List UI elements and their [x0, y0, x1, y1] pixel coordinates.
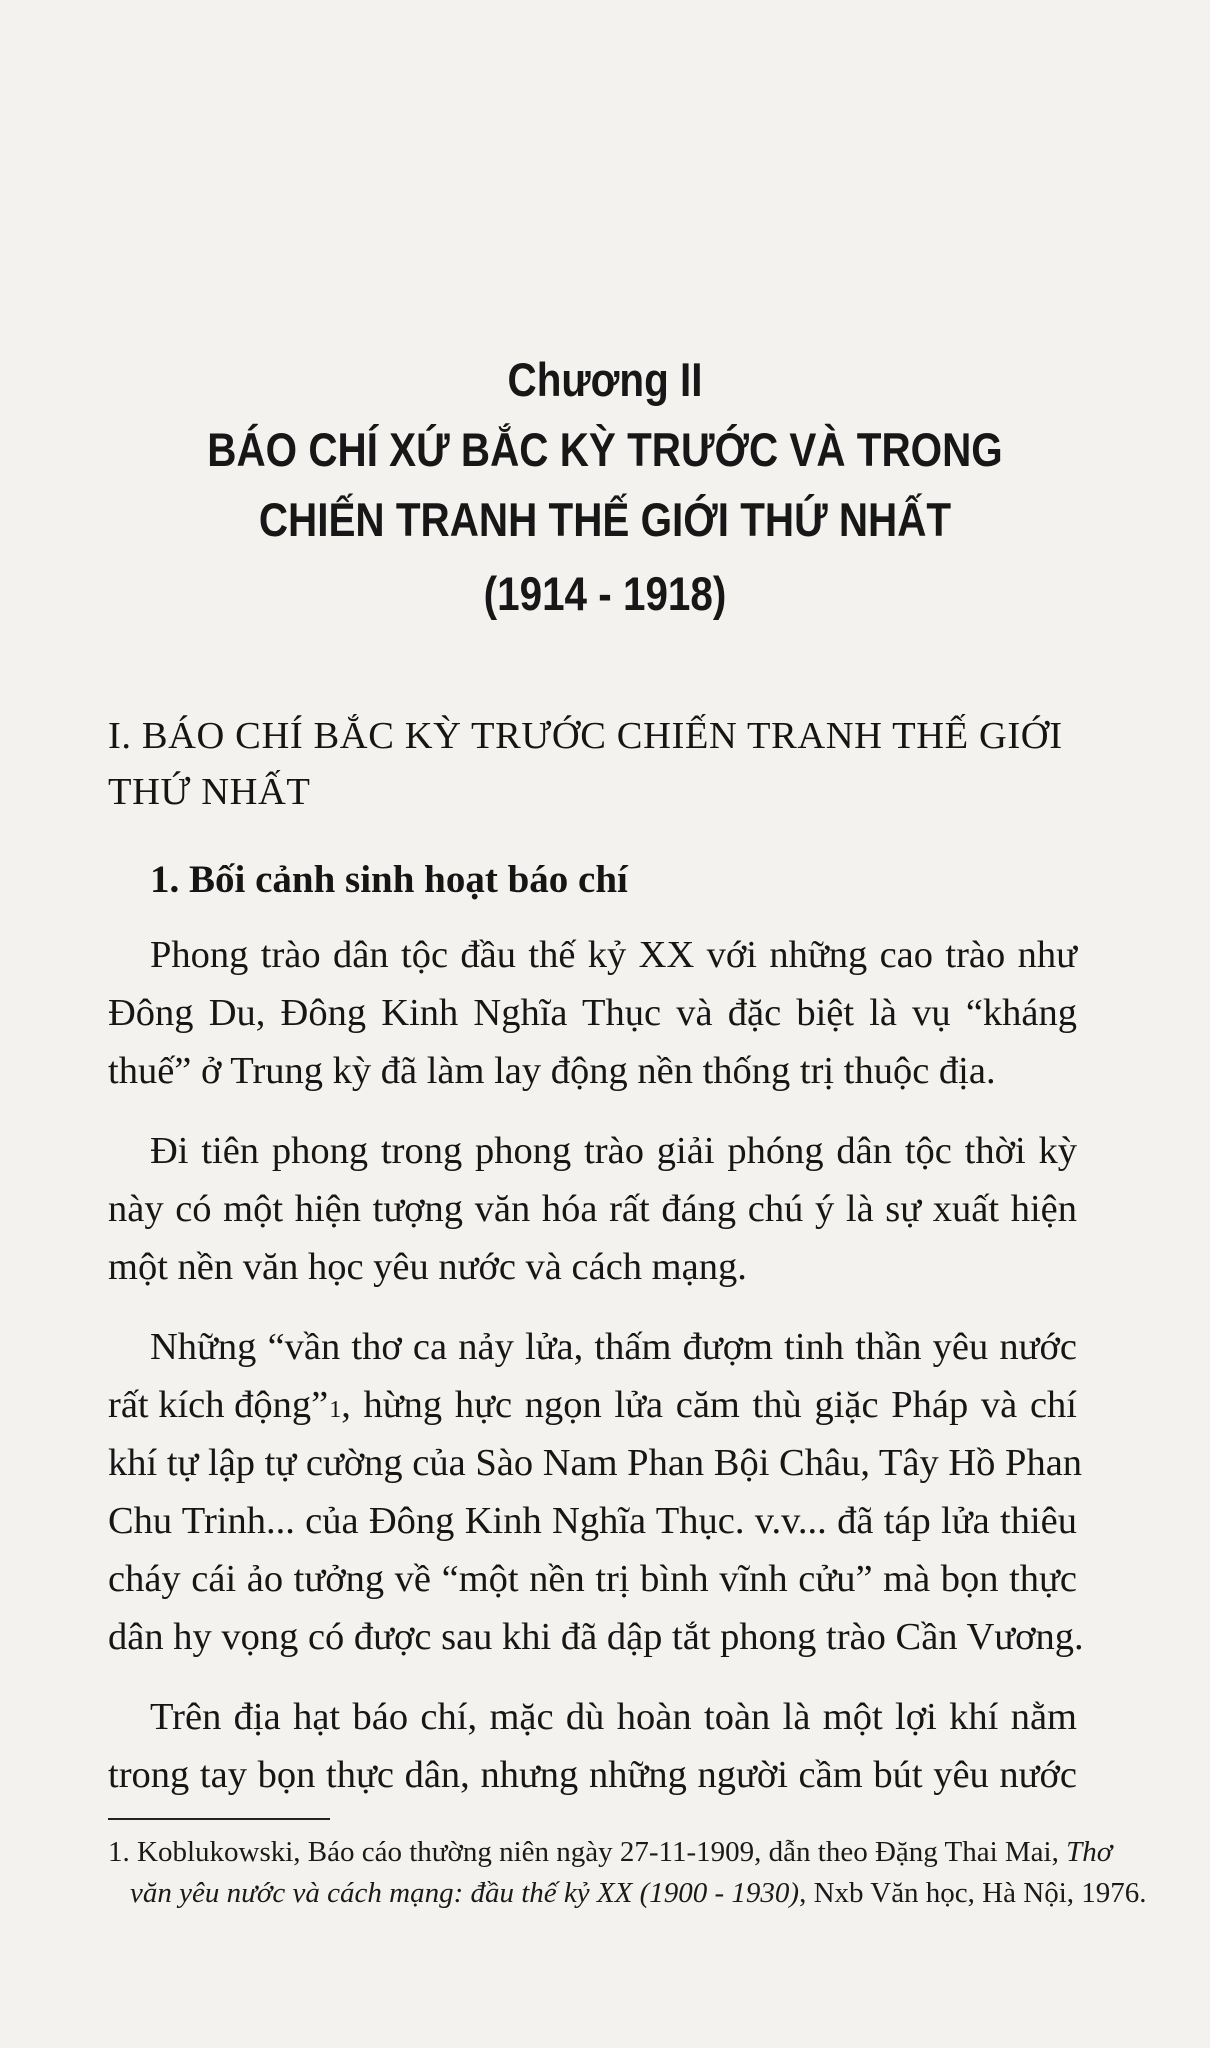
footnote-text: , Nxb Văn học, Hà Nội, 1976.	[799, 1877, 1147, 1909]
footnote-line-1	[108, 1832, 1113, 1872]
footnote-marker: 1.	[108, 1836, 137, 1868]
chapter-label: Chương II	[507, 353, 703, 406]
subsection-heading: 1. Bối cảnh sinh hoạt báo chí	[150, 858, 628, 901]
footnote-italic-title: văn yêu nước và cách mạng: đầu thế kỷ XX (1900 - 1930)	[130, 1877, 800, 1909]
paragraph-line: cháy cái ảo tưởng về “một nền trị bình vĩnh cửu” mà bọn thực	[108, 1558, 1077, 1600]
paragraph-line: Trên địa hạt báo chí, mặc dù hoàn toàn là một lợi khí nằm	[150, 1696, 1077, 1738]
paragraph-line: khí tự lập tự cường của Sào Nam Phan Bội Châu, Tây Hồ Phan	[108, 1442, 1083, 1484]
footnote-line-2	[130, 1873, 1147, 1913]
section-heading: I. BÁO CHÍ BẮC KỲ TRƯỚC CHIẾN TRANH THẾ GIỚI THỨ NHẤT	[108, 715, 1063, 813]
chapter-title-line-2: CHIẾN TRANH THẾ GIỚI THỨ NHẤT	[258, 493, 952, 546]
paragraph-line: một nền văn học yêu nước và cách mạng.	[108, 1246, 747, 1288]
paragraph-text: , hừng hực ngọn lửa căm thù giặc Pháp và chí	[341, 1384, 1077, 1426]
paragraph-line: Đông Du, Đông Kinh Nghĩa Thục và đặc biệt là vụ “kháng	[108, 992, 1077, 1034]
footnote-text: Koblukowski, Báo cáo thường niên ngày 27-11-1909, dẫn theo Đặng Thai Mai,	[137, 1836, 1067, 1868]
paragraph-line: Đi tiên phong trong phong trào giải phóng dân tộc thời kỳ	[150, 1130, 1077, 1172]
paragraph-text: rất kích động”	[108, 1384, 329, 1426]
footnote-italic-title: Thơ	[1066, 1836, 1113, 1868]
paragraph-line: Phong trào dân tộc đầu thế kỷ XX với những cao trào như	[150, 934, 1077, 976]
paragraph-line: này có một hiện tượng văn hóa rất đáng chú ý là sự xuất hiện	[108, 1188, 1077, 1230]
paragraph-line: dân hy vọng có được sau khi đã dập tắt phong trào Cần Vương.	[108, 1616, 1084, 1658]
chapter-title-line-1: BÁO CHÍ XỨ BẮC KỲ TRƯỚC VÀ TRONG	[207, 423, 1003, 476]
paragraph-line: thuế” ở Trung kỳ đã làm lay động nền thống trị thuộc địa.	[108, 1050, 996, 1092]
paragraph-line: Chu Trinh... của Đông Kinh Nghĩa Thục. v.v... đã táp lửa thiêu	[108, 1500, 1077, 1542]
paragraph-line-with-footnote: rất kích động” 1 , hừng hực ngọn lửa căm thù giặc Pháp và chí	[108, 1380, 1077, 1430]
paragraph-line: Những “vần thơ ca nảy lửa, thấm đượm tinh thần yêu nước	[150, 1326, 1077, 1368]
paragraph-line: trong tay bọn thực dân, nhưng những người cầm bút yêu nước	[108, 1754, 1077, 1796]
footnote-divider	[108, 1818, 330, 1820]
chapter-years: (1914 - 1918)	[483, 567, 727, 620]
